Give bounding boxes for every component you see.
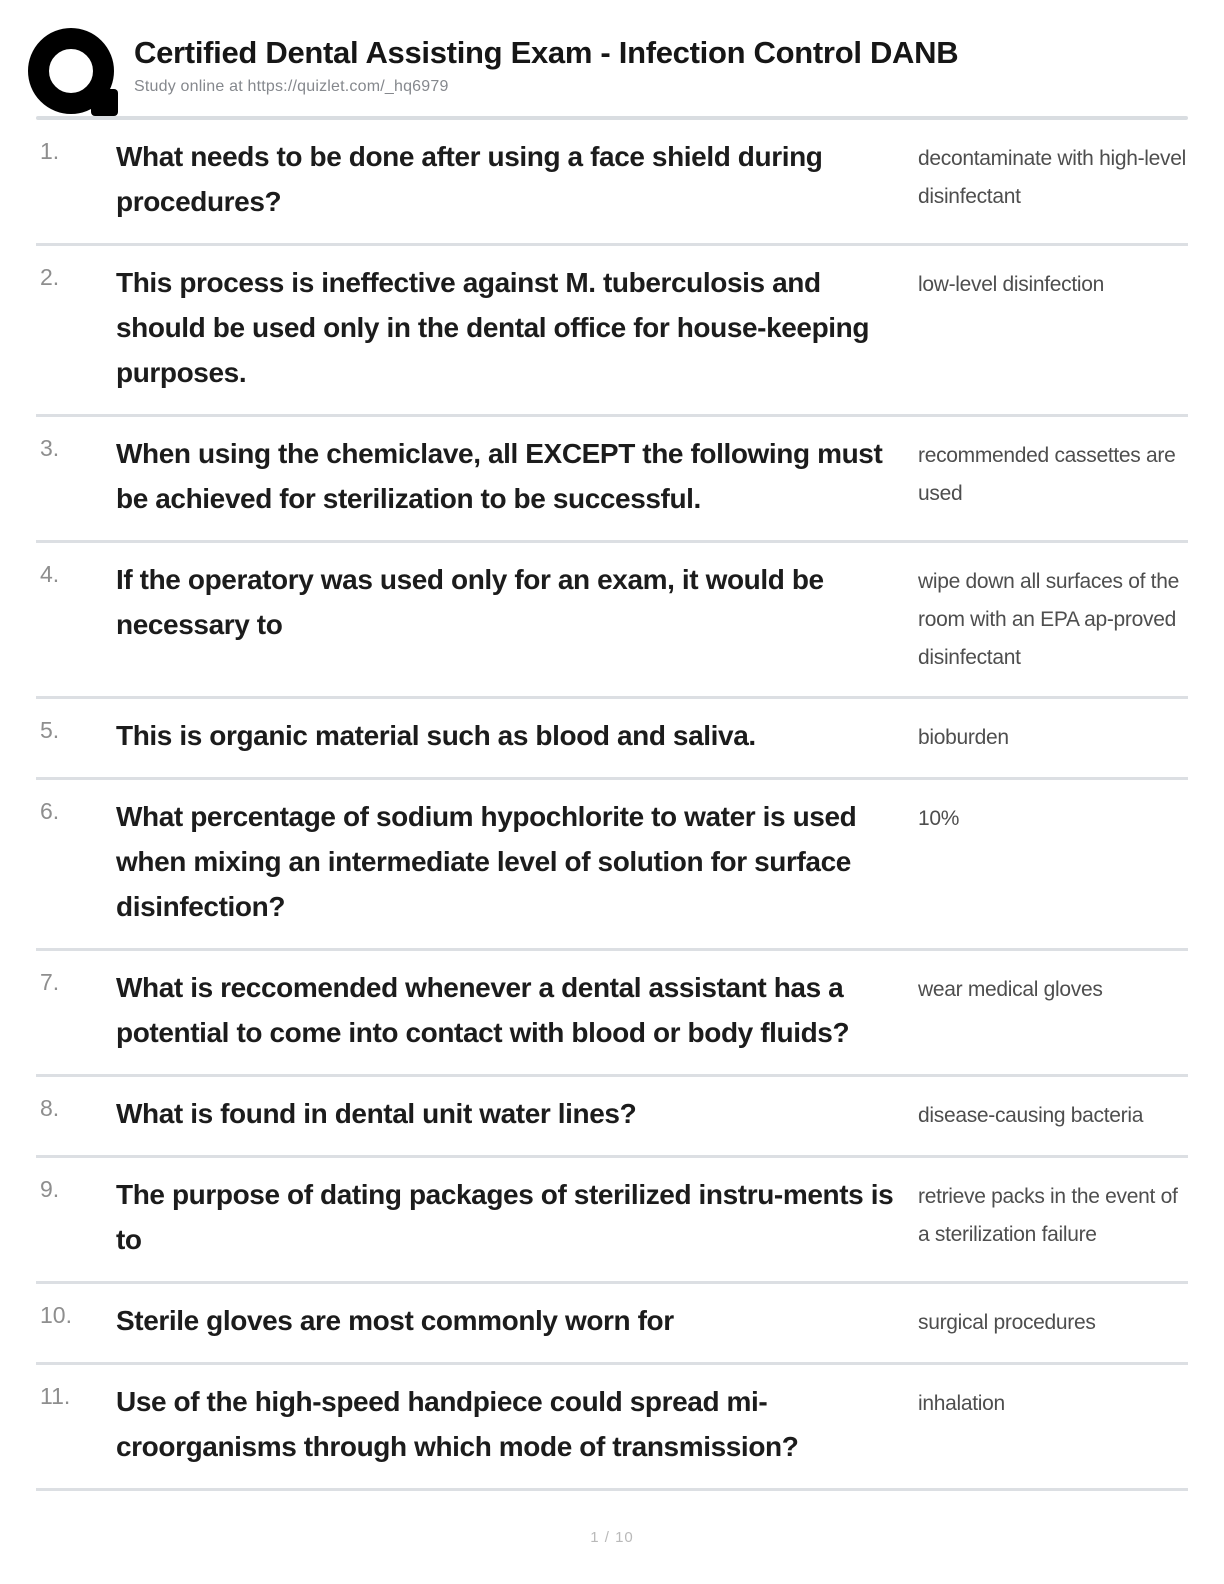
header (0, 0, 1224, 116)
card-row (36, 1365, 1188, 1491)
card-answer: low-level disinfection (918, 273, 1104, 296)
card-answer: 10% (918, 807, 960, 830)
card-row (36, 951, 1188, 1077)
card-question: The purpose of dating packages of sterilized instru-ments is to (116, 1179, 894, 1255)
card-answer: surgical procedures (918, 1311, 1096, 1334)
card-answer: bioburden (918, 726, 1009, 749)
card-row (36, 1158, 1188, 1284)
title-block (134, 28, 958, 96)
card-number: 10. (40, 1302, 72, 1328)
quizlet-q-icon (28, 28, 120, 116)
card-question: What is found in dental unit water lines? (116, 1098, 637, 1129)
card-answer: recommended cassettes are used (918, 444, 1176, 505)
card-row (36, 120, 1188, 246)
card-answer: wipe down all surfaces of the room with an EPA ap-proved disinfectant (918, 570, 1179, 669)
card-answer: retrieve packs in the event of a sterilization failure (918, 1185, 1178, 1246)
card-list (0, 120, 1224, 1491)
card-number: 7. (40, 969, 60, 995)
quizlet-q-tail (91, 89, 118, 116)
card-number: 3. (40, 435, 60, 461)
card-number: 6. (40, 798, 60, 824)
card-answer: inhalation (918, 1392, 1005, 1415)
card-number: 11. (40, 1383, 71, 1409)
card-row (36, 543, 1188, 699)
page-subtitle: Study online at https://quizlet.com/_hq6979 (134, 78, 449, 96)
page-indicator: 1 / 10 (590, 1529, 634, 1546)
card-number: 2. (40, 264, 60, 290)
card-number: 5. (40, 717, 60, 743)
card-number: 9. (40, 1176, 60, 1202)
card-question: When using the chemiclave, all EXCEPT the following must be achieved for sterilization to be successful. (116, 438, 883, 514)
card-question: What percentage of sodium hypochlorite to water is used when mixing an intermediate level of solution for surface disinfection? (116, 801, 857, 922)
page-title: Certified Dental Assisting Exam - Infection Control DANB (134, 35, 959, 70)
card-question: If the operatory was used only for an exam, it would be necessary to (116, 564, 824, 640)
card-answer: wear medical gloves (918, 978, 1103, 1001)
footer (0, 1529, 1224, 1546)
card-question: What is reccomended whenever a dental assistant has a potential to come into contact with blood or body fluids? (116, 972, 850, 1048)
card-question: What needs to be done after using a face shield during procedures? (116, 141, 823, 217)
card-answer: disease-causing bacteria (918, 1104, 1144, 1127)
card-question: This process is ineffective against M. tuberculosis and should be used only in the dental office for house-keeping purposes. (116, 267, 870, 388)
card-number: 1. (40, 138, 60, 164)
card-row (36, 780, 1188, 951)
card-row (36, 699, 1188, 780)
card-row (36, 1284, 1188, 1365)
card-number: 8. (40, 1095, 60, 1121)
card-question: This is organic material such as blood and saliva. (116, 720, 756, 751)
card-number: 4. (40, 561, 60, 587)
card-question: Use of the high-speed handpiece could spread mi-croorganisms through which mode of transmission? (116, 1386, 799, 1462)
card-row (36, 1077, 1188, 1158)
card-question: Sterile gloves are most commonly worn for (116, 1305, 674, 1336)
card-row (36, 417, 1188, 543)
card-row (36, 246, 1188, 417)
card-answer: decontaminate with high-level disinfectant (918, 147, 1186, 208)
